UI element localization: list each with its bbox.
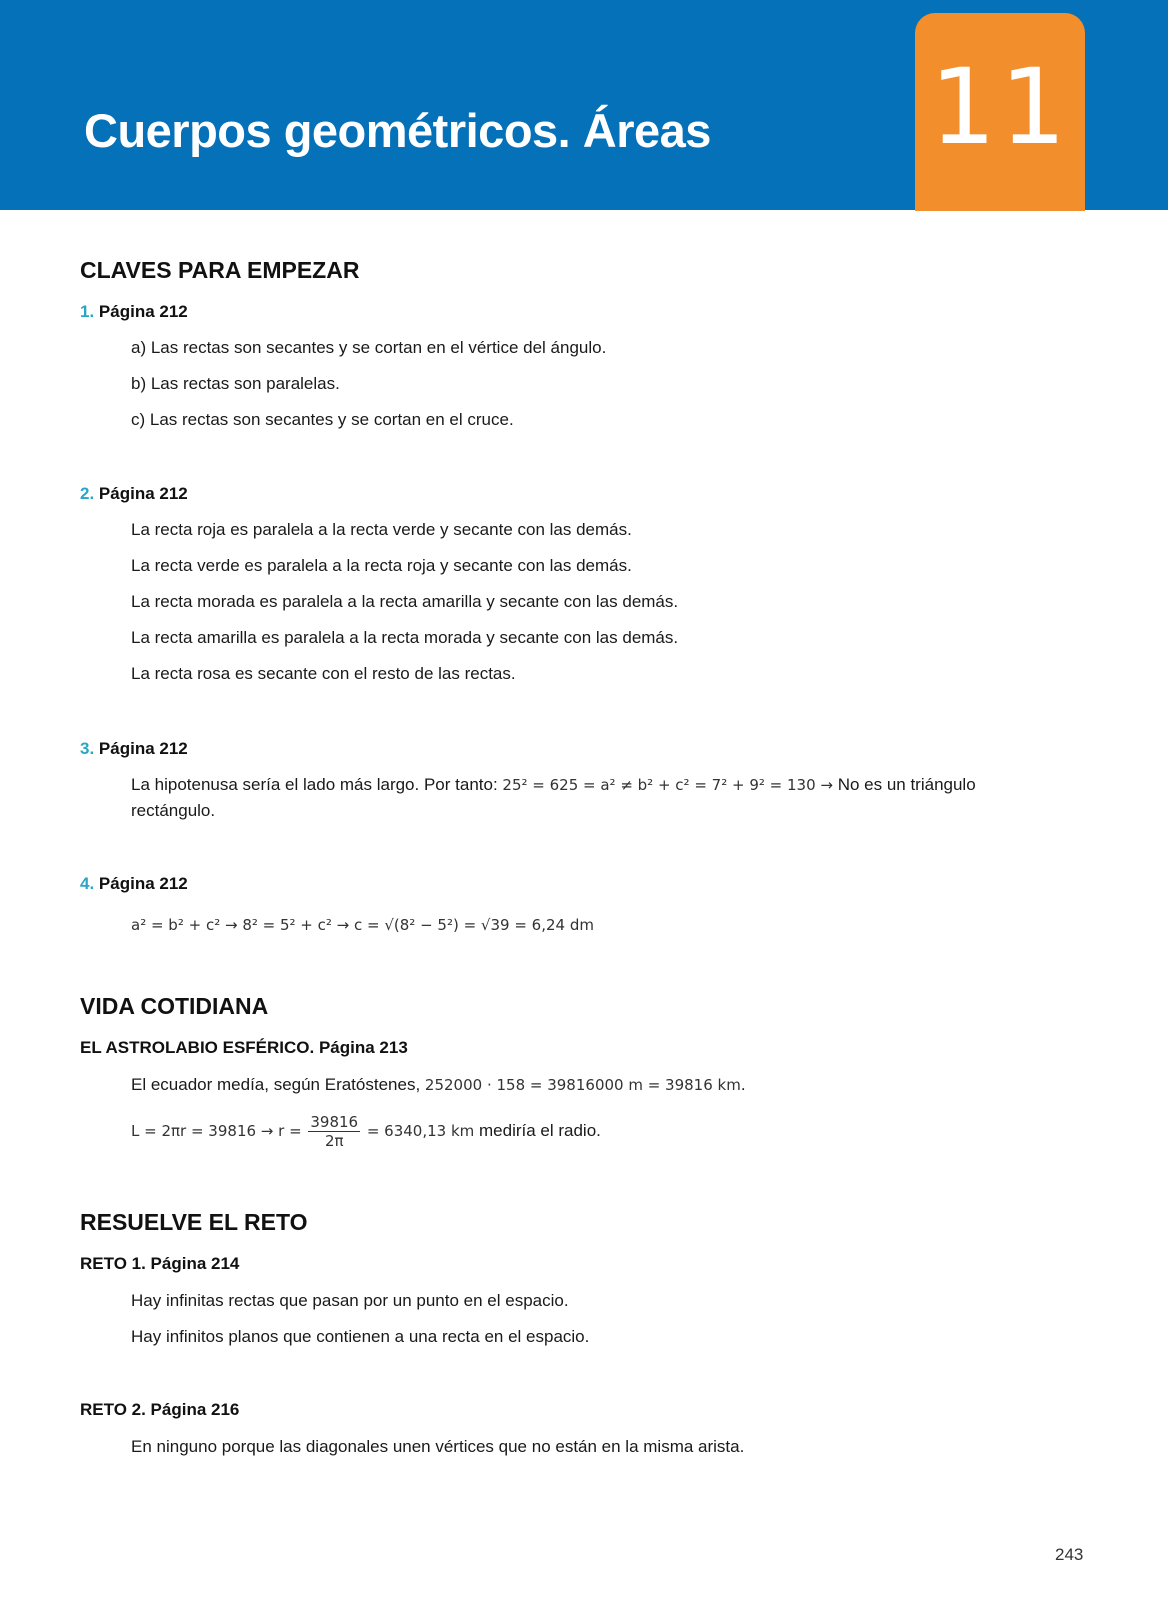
exercise-number: 4. xyxy=(80,874,95,893)
exercise-4-heading xyxy=(80,874,188,894)
answer-line: a) Las rectas son secantes y se cortan en el vértice del ángulo. xyxy=(131,338,607,357)
answer-text: La hipotenusa sería el lado más largo. Por tanto: xyxy=(131,775,498,794)
formula: 25² = 625 = a² ≠ b² + c² = 7² + 9² = 130 → xyxy=(502,776,833,794)
formula: a² = b² + c² → 8² = 5² + c² → c = √(8² − 5²) = √39 = 6,24 dm xyxy=(131,916,594,934)
answer-text: El ecuador medía, según Eratóstenes, xyxy=(131,1075,421,1094)
answer-line: La recta verde es paralela a la recta roja y secante con las demás. xyxy=(131,556,632,575)
subsection-heading: RETO 2. Página 216 xyxy=(80,1400,240,1419)
chapter-number-tab xyxy=(915,13,1085,211)
formula: 252000 · 158 = 39816000 m = 39816 km xyxy=(424,1076,741,1094)
answer-line xyxy=(131,1113,601,1150)
answer-line: La recta amarilla es paralela a la recta morada y secante con las demás. xyxy=(131,628,679,647)
exercise-number: 1. xyxy=(80,302,95,321)
answer-line: Hay infinitos planos que contienen a una recta en el espacio. xyxy=(131,1327,590,1346)
chapter-banner xyxy=(0,0,1168,210)
answer-line: Hay infinitas rectas que pasan por un punto en el espacio. xyxy=(131,1291,569,1310)
formula: L = 2πr = 39816 → r = xyxy=(131,1121,302,1140)
answer-text: mediría el radio. xyxy=(479,1120,601,1140)
answer-line: b) Las rectas son paralelas. xyxy=(131,374,340,393)
chapter-number: 11 xyxy=(929,46,1071,168)
exercise-title: Página 212 xyxy=(98,302,188,321)
answer-line: rectángulo. xyxy=(131,801,216,820)
answer-line: El ecuador medía, según Eratóstenes, 252000 · 158 = 39816000 m = 39816 km. xyxy=(131,1075,746,1094)
answer-line: La recta rosa es secante con el resto de las rectas. xyxy=(131,664,516,683)
subsection-heading: RETO 1. Página 214 xyxy=(80,1254,240,1273)
subsection-heading: EL ASTROLABIO ESFÉRICO. Página 213 xyxy=(80,1038,408,1057)
section-heading-vida: VIDA COTIDIANA xyxy=(80,993,269,1019)
answer-line xyxy=(131,775,976,795)
page-number: 243 xyxy=(1055,1545,1084,1564)
formula: = 6340,13 km xyxy=(366,1121,475,1140)
answer-text: No es un triángulo xyxy=(837,775,976,794)
chapter-title: Cuerpos geométricos. Áreas xyxy=(84,104,711,157)
exercise-3-heading xyxy=(80,739,188,759)
section-heading-reto: RESUELVE EL RETO xyxy=(80,1209,308,1235)
answer-line: La recta roja es paralela a la recta verde y secante con las demás. xyxy=(131,520,632,539)
answer-line: La recta morada es paralela a la recta amarilla y secante con las demás. xyxy=(131,592,679,611)
exercise-title: Página 212 xyxy=(98,739,188,758)
section-heading-claves: CLAVES PARA EMPEZAR xyxy=(80,257,360,283)
exercise-1-heading xyxy=(80,302,188,322)
denominator: 2π xyxy=(324,1132,344,1150)
answer-line: c) Las rectas son secantes y se cortan en el cruce. xyxy=(131,410,514,429)
exercise-title: Página 212 xyxy=(98,484,188,503)
exercise-title: Página 212 xyxy=(98,874,188,893)
fraction xyxy=(308,1113,360,1150)
numerator: 39816 xyxy=(310,1113,359,1131)
exercise-number: 3. xyxy=(80,739,95,758)
exercise-number: 2. xyxy=(80,484,95,503)
exercise-2-heading xyxy=(80,484,188,504)
answer-line: En ninguno porque las diagonales unen vértices que no están en la misma arista. xyxy=(131,1437,745,1456)
